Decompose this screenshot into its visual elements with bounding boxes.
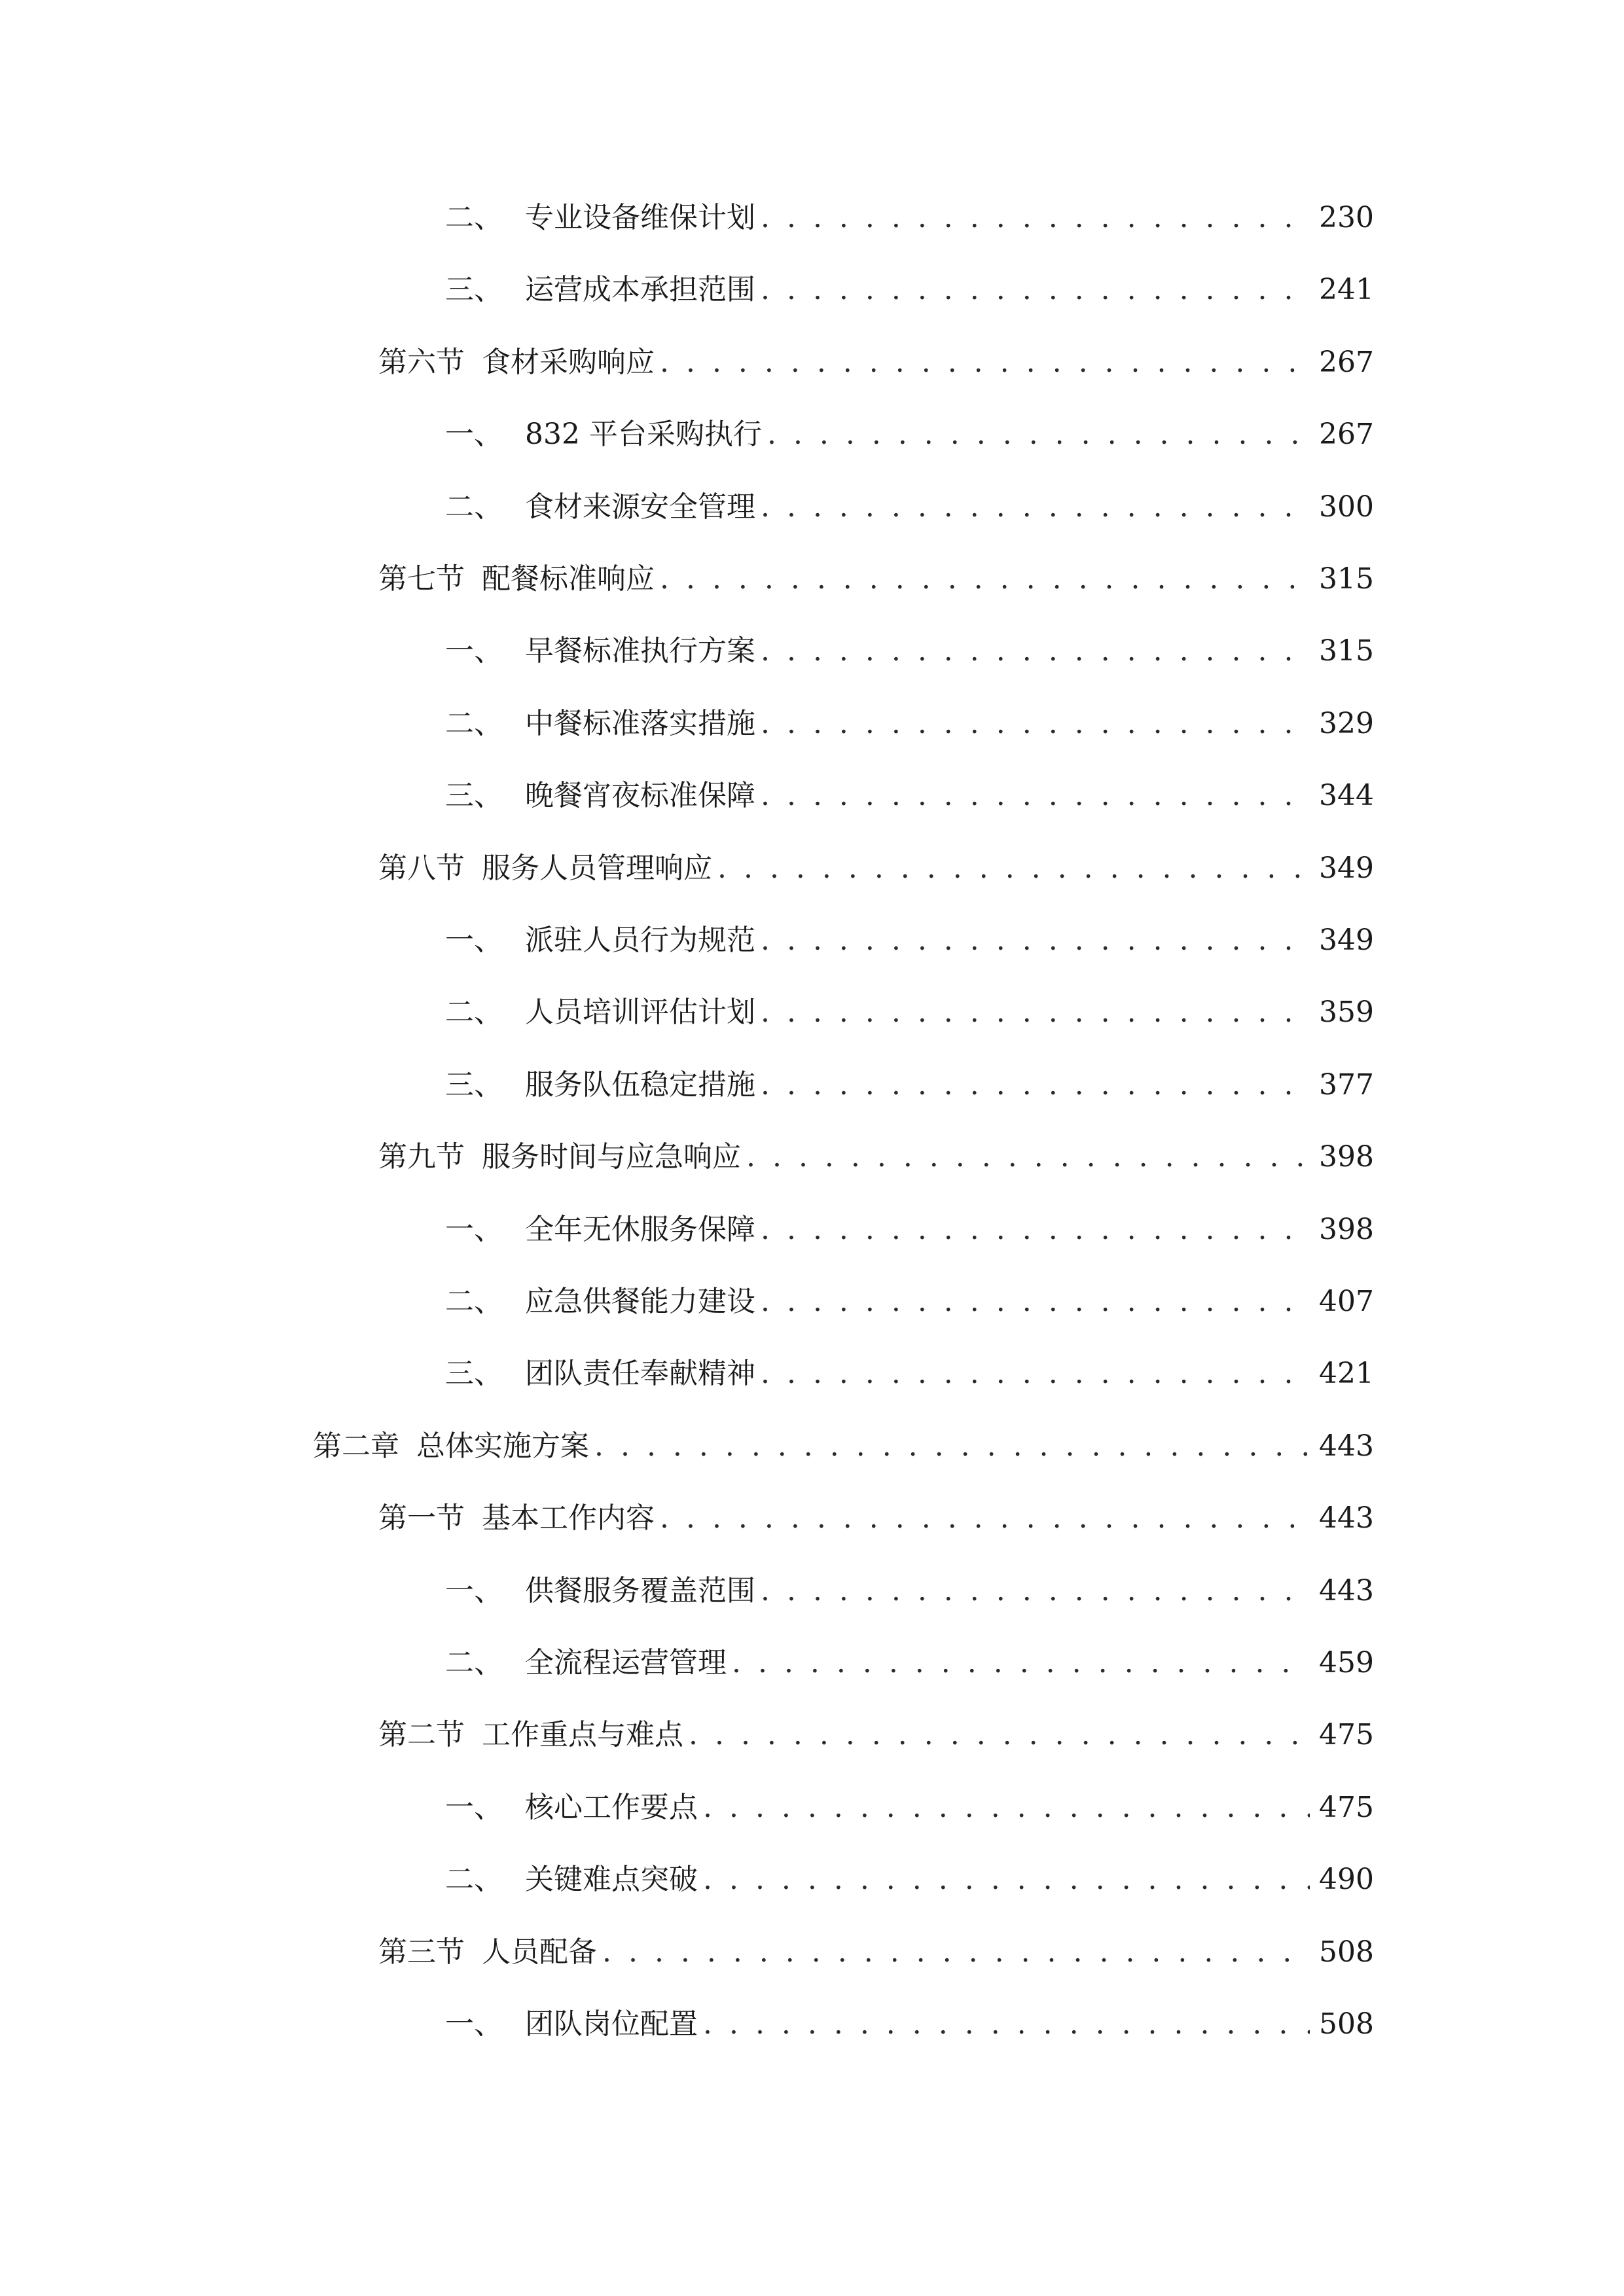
toc-dot-leader: [761, 481, 1310, 533]
toc-entry-title: 工作重点与难点: [482, 1718, 683, 1751]
toc-entry-number: 一、: [445, 1574, 503, 1607]
toc-entry-number: 三、: [445, 779, 503, 812]
toc-entry-title: 核心工作要点: [525, 1791, 698, 1824]
toc-dot-leader: [761, 264, 1310, 316]
toc-entry[interactable]: [378, 1926, 1374, 1979]
toc-entry-title: 人员培训评估计划: [525, 996, 755, 1029]
toc-dot-leader: [761, 1204, 1310, 1256]
toc-entry-title: 食材来源安全管理: [525, 490, 755, 524]
toc-dot-leader: [602, 1926, 1310, 1979]
toc-entry-number: 三、: [445, 273, 503, 306]
toc-entry-page-number: 300: [1319, 490, 1374, 524]
toc-entry[interactable]: [445, 1782, 1374, 1834]
toc-entry-number: 二、: [445, 490, 503, 524]
toc-entry-number: 三、: [445, 1068, 503, 1102]
toc-entry-number: 第一节: [378, 1501, 465, 1535]
toc-entry-title: 运营成本承担范围: [525, 273, 755, 306]
toc-dot-leader: [703, 1782, 1310, 1834]
toc-entry-title: 中餐标准落实措施: [525, 707, 755, 740]
toc-dot-leader: [767, 408, 1310, 461]
toc-entry-page-number: 508: [1319, 2007, 1374, 2041]
toc-entry-title: 服务队伍稳定措施: [525, 1068, 755, 1102]
toc-entry[interactable]: [445, 1348, 1374, 1400]
toc-entry-page-number: 344: [1319, 779, 1374, 812]
toc-entry-title: 团队责任奉献精神: [525, 1357, 755, 1390]
toc-entry-page-number: 459: [1319, 1646, 1374, 1679]
toc-entry-page-number: 359: [1319, 996, 1374, 1029]
toc-dot-leader: [761, 986, 1310, 1039]
toc-entry[interactable]: [378, 842, 1374, 895]
toc-entry-title: 配餐标准响应: [482, 562, 655, 596]
toc-dot-leader: [761, 1565, 1310, 1617]
toc-entry-number: 第三节: [378, 1935, 465, 1969]
toc-entry[interactable]: [445, 1998, 1374, 2051]
toc-entry[interactable]: [378, 553, 1374, 605]
toc-dot-leader: [660, 1492, 1310, 1545]
toc-dot-leader: [746, 1131, 1310, 1183]
toc-entry-title: 团队岗位配置: [525, 2007, 698, 2041]
toc-dot-leader: [761, 1276, 1310, 1328]
toc-dot-leader: [761, 698, 1310, 750]
toc-entry-number: 二、: [445, 707, 503, 740]
toc-entry[interactable]: [445, 192, 1374, 244]
toc-entry-title: 食材采购响应: [482, 346, 655, 379]
toc-entry-number: 二、: [445, 201, 503, 234]
toc-entry-title: 派驻人员行为规范: [525, 924, 755, 957]
toc-entry-page-number: 443: [1319, 1429, 1374, 1463]
toc-dot-leader: [761, 914, 1310, 967]
toc-entry[interactable]: [445, 986, 1374, 1039]
toc-entry[interactable]: [445, 770, 1374, 822]
toc-entry-page-number: 443: [1319, 1501, 1374, 1535]
toc-entry[interactable]: [445, 1276, 1374, 1328]
toc-entry[interactable]: [378, 1492, 1374, 1545]
toc-entry-number: 二、: [445, 1863, 503, 1896]
toc-dot-leader: [761, 1348, 1310, 1400]
toc-entry-number: 第六节: [378, 346, 465, 379]
toc-entry-number: 一、: [445, 418, 503, 451]
toc-entry-page-number: 315: [1319, 562, 1374, 596]
toc-entry-page-number: 407: [1319, 1285, 1374, 1318]
toc-entry-title: 供餐服务覆盖范围: [525, 1574, 755, 1607]
toc-entry-title: 全流程运营管理: [525, 1646, 727, 1679]
toc-entry[interactable]: [378, 336, 1374, 389]
toc-dot-leader: [703, 1854, 1310, 1906]
toc-entry-page-number: 398: [1319, 1213, 1374, 1246]
toc-entry-page-number: 475: [1319, 1718, 1374, 1751]
toc-entry[interactable]: [378, 1709, 1374, 1761]
toc-dot-leader: [594, 1420, 1310, 1473]
toc-entry-title: 早餐标准执行方案: [525, 634, 755, 668]
toc-entry[interactable]: [445, 914, 1374, 967]
toc-dot-leader: [761, 1059, 1310, 1111]
toc-entry-title: 晚餐宵夜标准保障: [525, 779, 755, 812]
toc-entry-title: 人员配备: [482, 1935, 597, 1969]
toc-dot-leader: [717, 842, 1310, 895]
toc-entry[interactable]: [378, 1131, 1374, 1183]
toc-entry-page-number: 267: [1319, 418, 1374, 451]
toc-entry-page-number: 230: [1319, 201, 1374, 234]
toc-entry-number: 二、: [445, 1646, 503, 1679]
toc-dot-leader: [703, 1998, 1310, 2051]
toc-dot-leader: [761, 192, 1310, 244]
toc-entry-number: 第八节: [378, 852, 465, 885]
toc-dot-leader: [761, 770, 1310, 822]
toc-entry[interactable]: [313, 1420, 1374, 1473]
toc-entry-number: 第二章: [313, 1429, 399, 1463]
toc-entry-page-number: 267: [1319, 346, 1374, 379]
toc-dot-leader: [732, 1637, 1310, 1689]
toc-entry[interactable]: [445, 1565, 1374, 1617]
toc-entry[interactable]: [445, 625, 1374, 677]
toc-entry-page-number: 443: [1319, 1574, 1374, 1607]
toc-entry-number: 一、: [445, 924, 503, 957]
toc-entry[interactable]: [445, 1854, 1374, 1906]
toc-entry-number: 一、: [445, 1213, 503, 1246]
toc-entry-number: 三、: [445, 1357, 503, 1390]
toc-entry-page-number: 329: [1319, 707, 1374, 740]
toc-entry-title: 832 平台采购执行: [525, 418, 762, 451]
toc-entry-page-number: 349: [1319, 924, 1374, 957]
toc-dot-leader: [660, 553, 1310, 605]
toc-entry[interactable]: [445, 1637, 1374, 1689]
toc-entry-page-number: 490: [1319, 1863, 1374, 1896]
toc-entry-number: 一、: [445, 2007, 503, 2041]
toc-entry-number: 一、: [445, 634, 503, 668]
toc-entry-title: 服务人员管理响应: [482, 852, 712, 885]
toc-entry-number: 第二节: [378, 1718, 465, 1751]
toc-dot-leader: [660, 336, 1310, 389]
toc-entry-page-number: 349: [1319, 852, 1374, 885]
toc-entry-title: 基本工作内容: [482, 1501, 655, 1535]
toc-entry-title: 关键难点突破: [525, 1863, 698, 1896]
toc-entry[interactable]: [445, 408, 1374, 461]
toc-entry-page-number: 241: [1319, 273, 1374, 306]
toc-entry-number: 第七节: [378, 562, 465, 596]
toc-dot-leader: [761, 625, 1310, 677]
toc-entry[interactable]: [445, 481, 1374, 533]
toc-entry-number: 第九节: [378, 1140, 465, 1174]
toc-entry-title: 专业设备维保计划: [525, 201, 755, 234]
toc-entry-page-number: 398: [1319, 1140, 1374, 1174]
toc-entry-page-number: 508: [1319, 1935, 1374, 1969]
toc-entry-number: 二、: [445, 996, 503, 1029]
toc-entry-number: 一、: [445, 1791, 503, 1824]
toc-entry-page-number: 377: [1319, 1068, 1374, 1102]
toc-entry-page-number: 475: [1319, 1791, 1374, 1824]
toc-entry-title: 服务时间与应急响应: [482, 1140, 741, 1174]
toc-dot-leader: [689, 1709, 1310, 1761]
toc-entry[interactable]: [445, 1059, 1374, 1111]
toc-entry-title: 全年无休服务保障: [525, 1213, 755, 1246]
toc-entry-title: 应急供餐能力建设: [525, 1285, 755, 1318]
toc-entry-title: 总体实施方案: [416, 1429, 589, 1463]
toc-entry-page-number: 421: [1319, 1357, 1374, 1390]
toc-entry-number: 二、: [445, 1285, 503, 1318]
toc-entry[interactable]: [445, 264, 1374, 316]
toc-entry[interactable]: [445, 698, 1374, 750]
toc-entry-page-number: 315: [1319, 634, 1374, 668]
toc-entry[interactable]: [445, 1204, 1374, 1256]
